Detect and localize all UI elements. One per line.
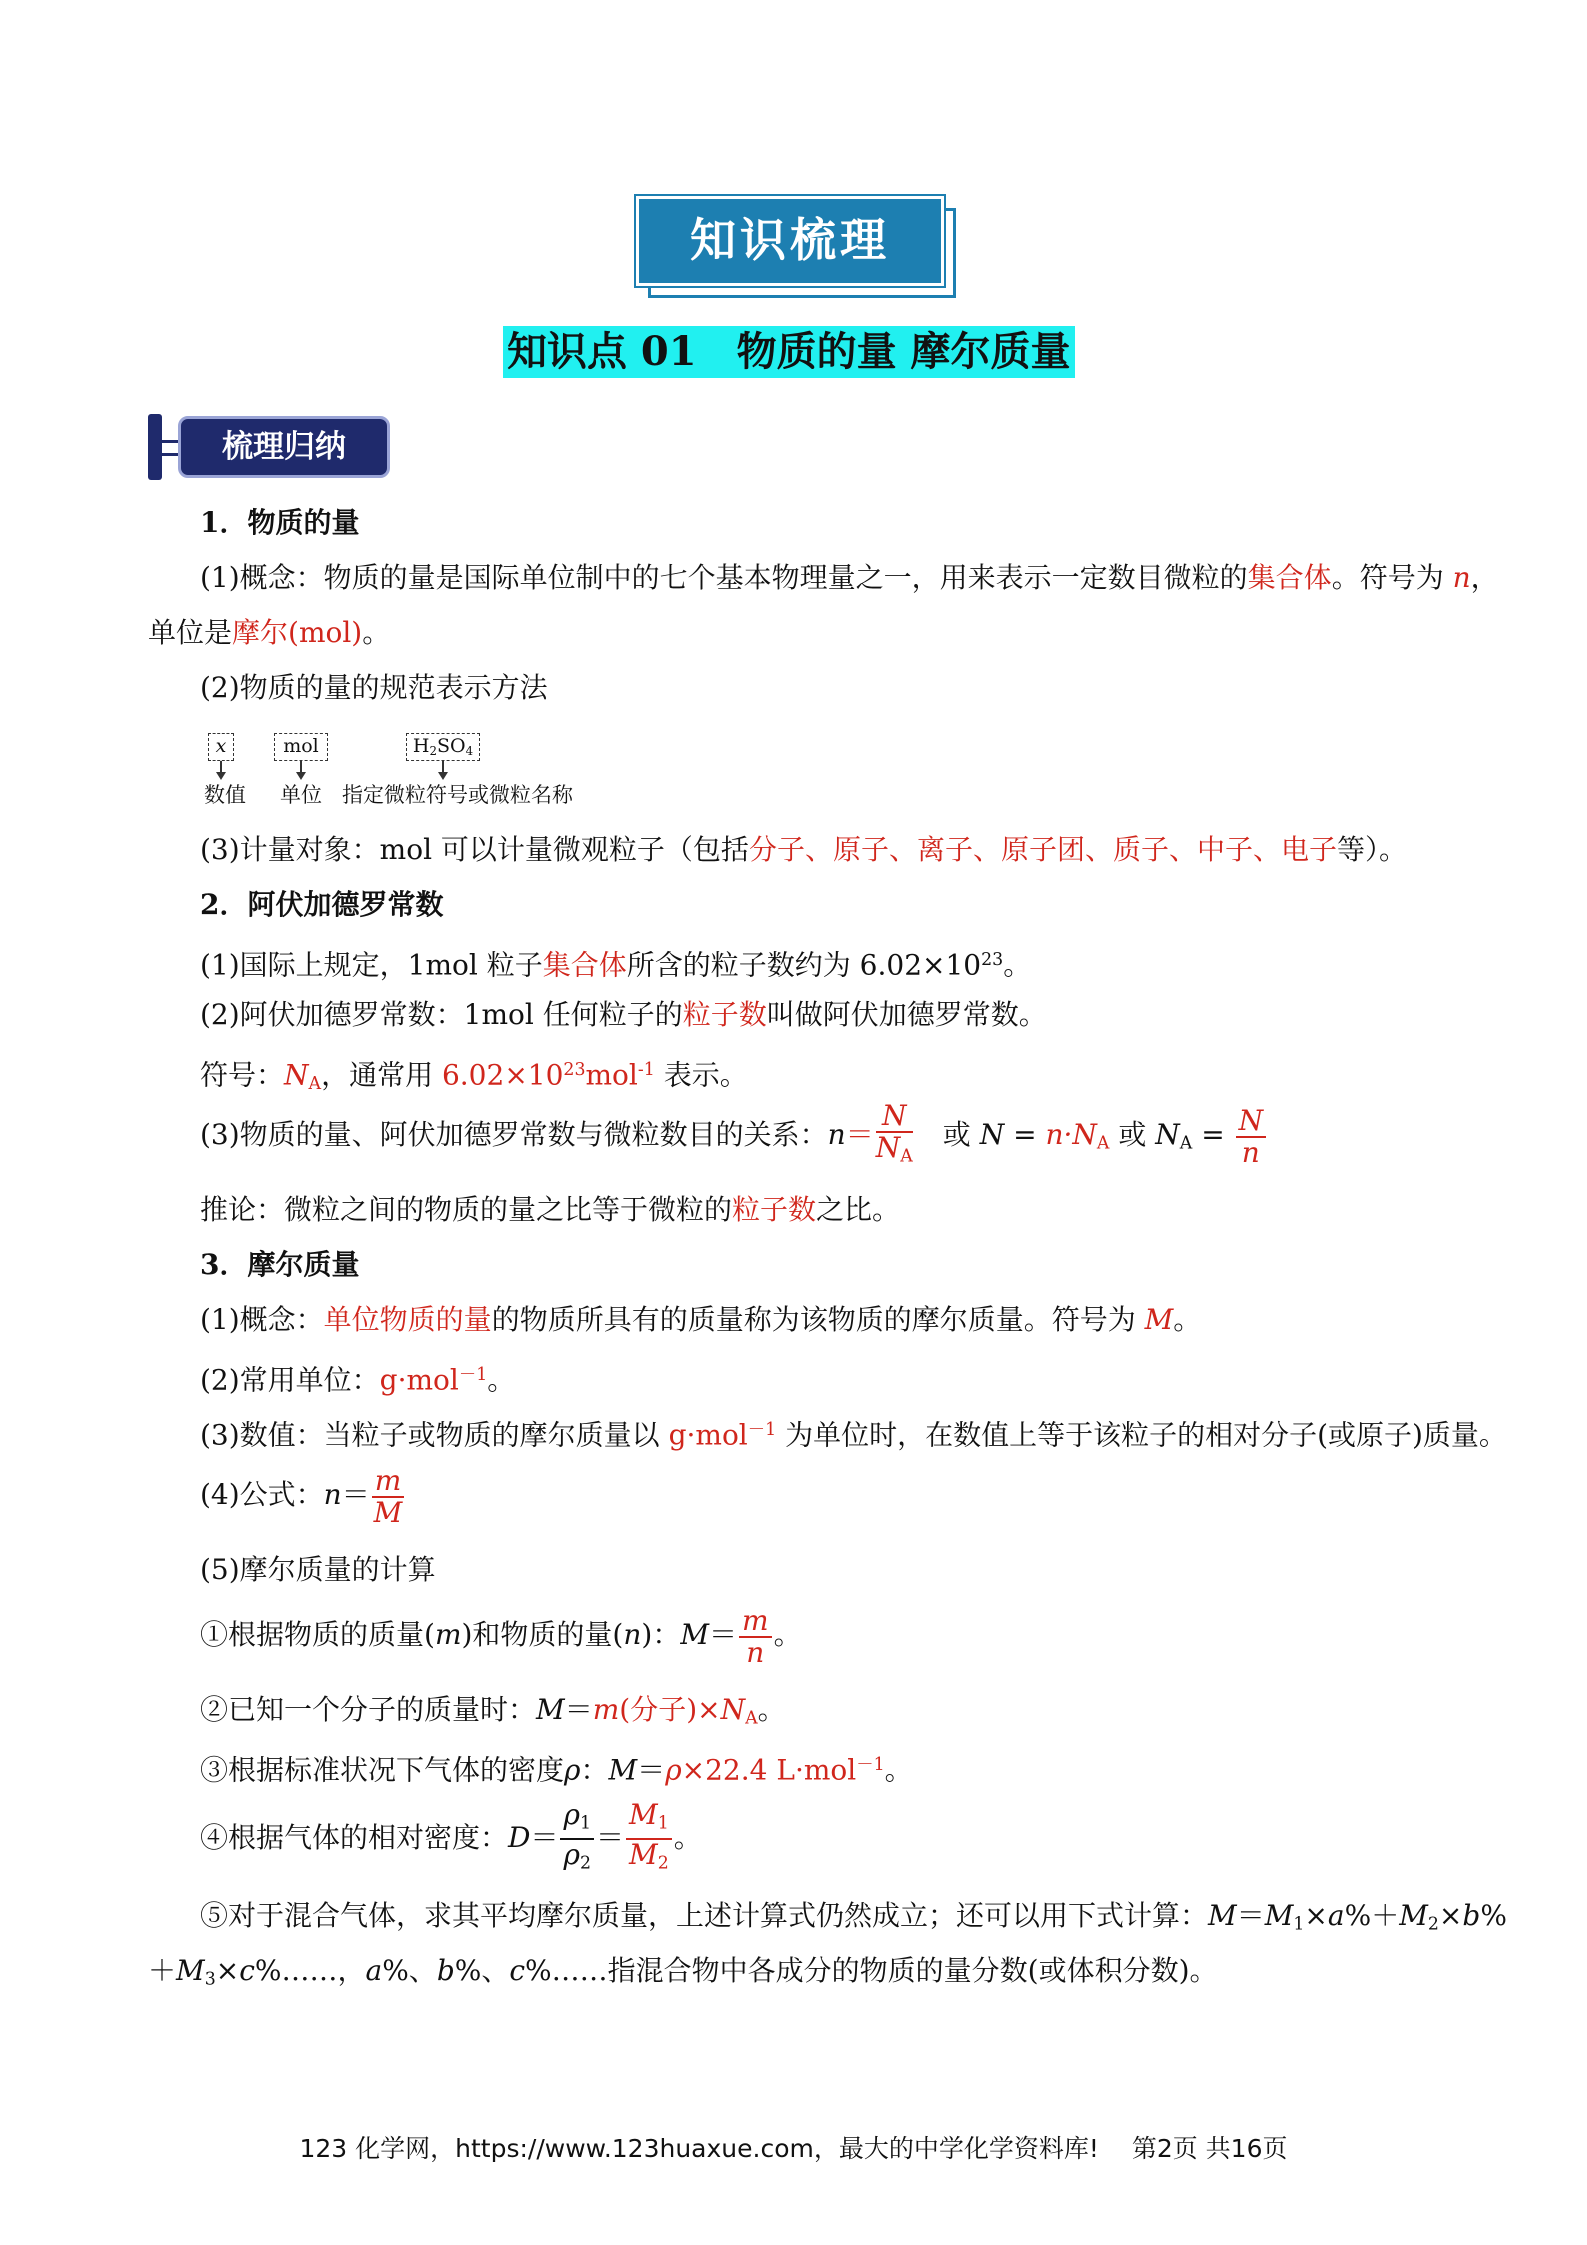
s2-definition: (1)国际上规定，1mol 粒子集合体所含的粒子数约为 $6.02\times 10^{23}$。 <box>200 948 1032 982</box>
s2-avogadro-def: (2)阿伏加德罗常数：1mol 任何粒子的粒子数叫做阿伏加德罗常数。 <box>200 998 1047 1031</box>
fraction-m-over-M: $\frac{m}{M}$ <box>373 1463 403 1529</box>
heading-molar-mass: 3．摩尔质量 <box>200 1248 360 1281</box>
diagram-label-unit: 单位 <box>280 783 322 807</box>
s3-value: (3)数值：当粒子或物质的摩尔质量以 g·mol$^{-1}$ 为单位时，在数值上等于该粒子的相对分子(或原子)质量。 <box>200 1418 1507 1452</box>
heading-avogadro-constant: 2．阿伏加德罗常数 <box>200 888 444 921</box>
s3-concept: (1)概念：单位物质的量的物质所具有的质量称为该物质的摩尔质量。符号为 M。 <box>200 1303 1202 1336</box>
s1-measurement-objects: (3)计量对象：mol 可以计量微观粒子（包括分子、原子、离子、原子团、质子、中子、电子等）。 <box>200 833 1407 866</box>
fraction-n-equals-N-over-NA: $\frac{N}{N_A}$ <box>875 1099 913 1167</box>
s3-calc-2: ②已知一个分子的质量时：M＝m(分子)$\times N_A$。 <box>200 1693 786 1729</box>
s3-calc-5-line1: ⑤对于混合气体，求其平均摩尔质量，上述计算式仍然成立；还可以用下式计算：$M=M_1\times a\%+M_2\times b\%$ <box>200 1899 1507 1935</box>
fraction-m-over-n: $\frac{m}{n}$ <box>739 1606 772 1668</box>
diagram-box-value: x <box>208 733 234 761</box>
s3-calc-5-line2: $+M_3\times c\%\dots\dots$，a%、b%、c%……指混合物中各成分的物质的量分数(或体积分数)。 <box>148 1954 1218 1990</box>
fraction-NA-equals-N-over-n: $\frac{N}{n}$ <box>1236 1106 1267 1168</box>
heading-amount-of-substance: 1．物质的量 <box>200 506 360 539</box>
down-arrow-icon <box>216 772 226 780</box>
s3-unit: (2)常用单位：g·mol$^{-1}$。 <box>200 1363 516 1397</box>
s1-concept-line2: 单位是摩尔(mol)。 <box>148 616 391 649</box>
s3-calc-1: ①根据物质的质量(m)和物质的量(n)：M＝ $\frac{m}{n}$ 。 <box>200 1603 802 1669</box>
down-arrow-icon <box>296 772 306 780</box>
s2-relation-formula: (3)物质的量、阿伏加德罗常数与微粒数目的关系：n＝ $\frac{N}{N_A}$ 或 $N = n\cdot N_A$ 或 $N_A$ = $\frac{N}{n}$ <box>200 1100 1268 1170</box>
diagram-label-value: 数值 <box>204 783 246 807</box>
s3-calc-3: ③根据标准状况下气体的密度ρ：M＝ρ×22.4 L·mol$^{-1}$。 <box>200 1753 913 1787</box>
knowledge-point-title: 知识点 01 物质的量 摩尔质量 <box>503 326 1075 378</box>
s3-calc-heading: (5)摩尔质量的计算 <box>200 1553 436 1586</box>
fraction-rho1-over-rho2: $\frac{\rho_1}{\rho_2}$ <box>560 1800 594 1879</box>
s2-symbol: 符号：$N_A$，通常用 $6.02\times 10^{23}mol^{-1}$ 表示。 <box>200 1058 748 1094</box>
diagram-box-unit: mol <box>274 733 328 761</box>
s1-concept-line1: (1)概念：物质的量是国际单位制中的七个基本物理量之一，用来表示一定数目微粒的集合体。符号为 n， <box>200 561 1499 594</box>
fraction-M1-over-M2: $\frac{M_1}{M_2}$ <box>626 1800 672 1879</box>
s1-notation-heading: (2)物质的量的规范表示方法 <box>200 671 548 704</box>
section-badge: 梳理归纳 <box>178 416 390 478</box>
down-arrow-icon <box>438 772 448 780</box>
diagram-box-particle: $H_2SO_4$ <box>406 733 480 761</box>
page-footer: 123 化学网，https://www.123huaxue.com，最大的中学化学资料库! 第2页 共16页 <box>299 2134 1288 2163</box>
diagram-label-particle: 指定微粒符号或微粒名称 <box>342 783 573 807</box>
s2-inference: 推论：微粒之间的物质的量之比等于微粒的粒子数之比。 <box>200 1193 901 1226</box>
s3-formula: (4)公式：n＝ $\frac{m}{M}$ <box>200 1463 403 1529</box>
s3-calc-4: ④根据气体的相对密度：D＝ $\frac{\rho_1}{\rho_2}$ ＝ $\frac{M_1}{M_2}$ 。 <box>200 1800 702 1870</box>
header-badge: 知识梳理 <box>636 196 944 286</box>
